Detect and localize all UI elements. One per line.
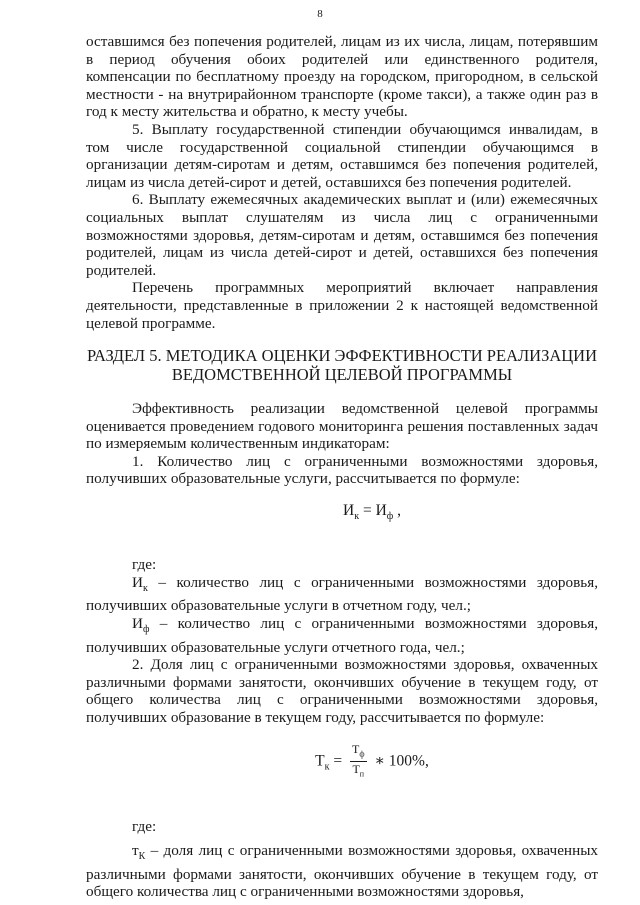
paragraph-indicator-1: 1. Количество лиц с ограниченными возможностями здоровья, получивших образовательные услуги, рассчитывается по формуле: bbox=[86, 452, 598, 488]
formula-1-rhs: И bbox=[375, 502, 387, 520]
formula-1 bbox=[86, 502, 598, 526]
definition-if-symbol: $И_ф$ bbox=[132, 614, 150, 635]
section-heading-line1: РАЗДЕЛ 5. МЕТОДИКА ОЦЕНКИ ЭФФЕКТИВНОСТИ РЕАЛИЗАЦИИ bbox=[86, 346, 598, 366]
definition-tk-text: – доля лиц с ограниченными возможностями здоровья, охваченных различными формами занятости, окончивших обучение в текущем году, от общего количества лиц с ограниченными возможностями здоровья, bbox=[86, 841, 598, 901]
paragraph-list-note: Перечень программных мероприятий включает направления деятельности, представленные в приложении 2 к настоящей ведомственной целевой программе. bbox=[86, 279, 598, 332]
document-body bbox=[86, 33, 598, 901]
formula-2-numerator: $Т_ф$ bbox=[350, 743, 367, 762]
formula-1-lhs-sub: к bbox=[354, 511, 360, 523]
formula-1-eq: = bbox=[359, 502, 376, 520]
paragraph-item-5: 5. Выплату государственной стипендии обучающимся инвалидам, в том числе государственной социальной стипендии обучающимся в организации детям-сиротам и детям, оставшимся без попечения родителей, лицам из числа детей-сирот и детей, оставшихся без попечения родителей. bbox=[86, 120, 598, 191]
definition-ik-symbol: $И_к$ bbox=[132, 573, 148, 594]
definition-if bbox=[86, 615, 598, 656]
formula-2-denominator: $Т_п$ bbox=[352, 761, 365, 779]
where-label-2: где: bbox=[132, 818, 157, 836]
definition-tk bbox=[86, 842, 598, 901]
definition-ik-text: – количество лиц с ограниченными возможностями здоровья, получивших образовательные услуги в отчетном году, чел.; bbox=[86, 573, 598, 615]
formula-2-lhs: Т bbox=[315, 752, 325, 770]
formula-2 bbox=[86, 743, 598, 781]
formula-2-tail: ∗ 100%, bbox=[370, 752, 429, 770]
page-number: 8 bbox=[317, 8, 323, 20]
paragraph-continuation: оставшимся без попечения родителей, лицам из их числа, лицам, потерявшим в период обучения обоих родителей или единственного родителя, компенсации по бесплатному проезду на городском, пригородном, в сельской местности - на внутрирайонном транспорте (кроме такси), а также один раз в год к месту жительства и обратно, к месту учебы. bbox=[86, 33, 598, 121]
formula-1-lhs: И bbox=[343, 502, 355, 520]
section-heading-line2: ВЕДОМСТВЕННОЙ ЦЕЛЕВОЙ ПРОГРАММЫ bbox=[171, 365, 513, 385]
paragraph-item-6: 6. Выплату ежемесячных академических выплат и (или) ежемесячных социальных выплат слушателям из числа лиц с ограниченными возможностями здоровья, детям-сиротам и детям, оставшимся без попечения родителей, лицам из числа детей-сирот и детей, оставшихся без попечения родителей. bbox=[86, 191, 598, 279]
formula-1-rhs-sub: ф bbox=[386, 511, 394, 523]
formula-1-tail: , bbox=[393, 502, 401, 520]
definition-tk-symbol: $т_К$ bbox=[132, 841, 146, 862]
definition-if-text: – количество лиц с ограниченными возможностями здоровья, получивших образовательные услуги отчетного года, чел.; bbox=[86, 614, 598, 656]
formula-2-lhs-sub: к bbox=[324, 761, 330, 773]
formula-2-fraction bbox=[350, 743, 367, 781]
where-label-1: где: bbox=[132, 556, 157, 574]
definition-ik bbox=[86, 574, 598, 615]
paragraph-intro: Эффективность реализации ведомственной целевой программы оценивается проведением годового мониторинга решения поставленных задач по измеряемым количественным индикаторам: bbox=[86, 400, 598, 453]
formula-2-eq: = bbox=[329, 752, 346, 770]
section-heading bbox=[86, 346, 598, 384]
paragraph-indicator-2: 2. Доля лиц с ограниченными возможностями здоровья, охваченных различными формами занятости, окончивших обучение в текущем году, от общего количества лиц с ограниченными возможностями здоровья, получивших образование в текущем году, рассчитывается по формуле: bbox=[86, 656, 598, 726]
